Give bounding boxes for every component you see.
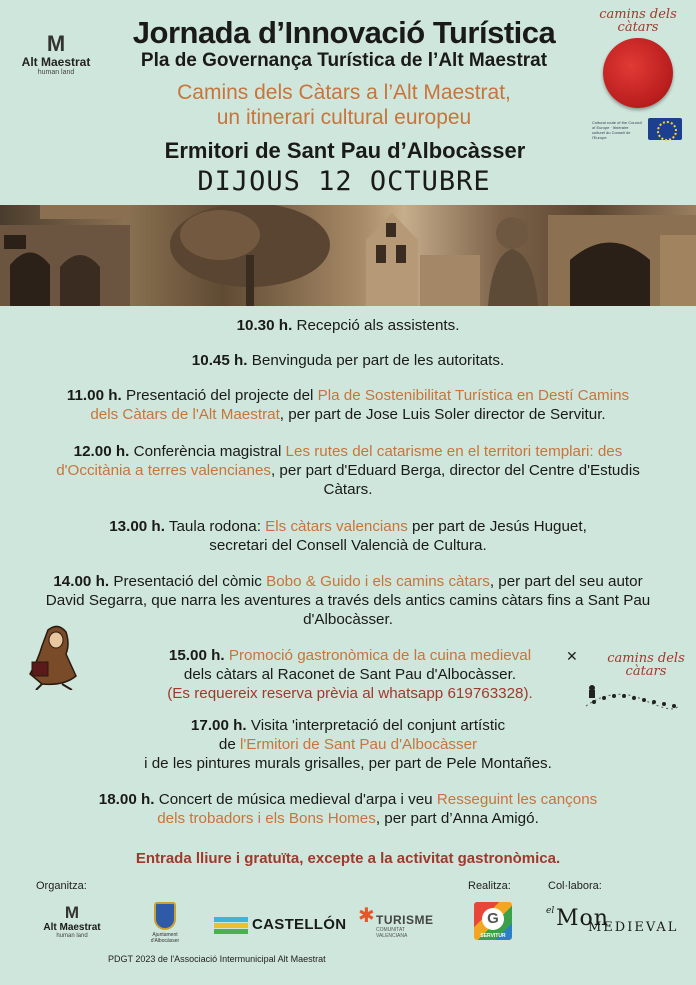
item-time: 15.00 h. — [168, 647, 225, 664]
program-item-1045 — [0, 351, 696, 370]
item-time: 12.00 h. — [73, 443, 130, 460]
free-entry-notice: Entrada lliure i gratuïta, excepte a la activitat gastronòmica. — [135, 850, 561, 867]
coat-of-arms-icon — [154, 902, 176, 930]
castellon-logo — [214, 914, 347, 938]
round-table-title: Els càtars valencians — [265, 518, 408, 535]
item-time: 17.00 h. — [190, 717, 247, 734]
plan-link-text-cont: dels Càtars de l'Alt Maestrat — [90, 406, 280, 423]
event-title: Jornada d’Innovació Turística — [132, 15, 556, 50]
event-theme — [104, 80, 584, 130]
item-text: dels càtars al Raconet de Sant Pau d'Albocàsser. — [183, 666, 517, 683]
turisme-sub-label: COMUNITAT VALENCIANA — [376, 927, 408, 939]
item-time: 13.00 h. — [109, 518, 165, 535]
alt-maestrat-mark-icon: M — [46, 31, 66, 56]
item-time: 14.00 h. — [53, 573, 110, 590]
mon-el: el — [546, 906, 555, 916]
collabora-label: Col·labora: — [548, 880, 602, 892]
medieval-label: MEDIEVAL — [588, 920, 679, 935]
reservation-note: (Es requereix reserva prèvia al whatsapp 619763328). — [167, 685, 533, 702]
turisme-cv-logo — [358, 904, 436, 938]
item-time: 10.45 h. — [191, 352, 248, 369]
alt-maestrat-logo — [10, 32, 102, 77]
alt-maestrat-mark-icon: M — [64, 903, 80, 922]
poster-header — [0, 0, 696, 205]
alt-maestrat-footer-logo — [34, 904, 110, 940]
item-text: de — [218, 736, 240, 753]
program-item-1500 — [120, 646, 580, 703]
program-item-1300 — [0, 517, 696, 555]
camins-dels-catars-seal-logo — [590, 8, 686, 113]
gastronomy-title: Promoció gastronòmica de la cuina medieval — [224, 647, 532, 664]
item-text: , per part de Jose Luis Soler director de Servitur. — [279, 406, 606, 423]
program-item-1400 — [0, 572, 696, 629]
item-time: 18.00 h. — [98, 791, 155, 808]
council-of-europe-flag-icon — [648, 118, 682, 140]
item-text: Taula rodona: — [164, 518, 266, 535]
red-wax-seal-icon — [603, 38, 673, 108]
item-text: Càtars. — [323, 481, 373, 498]
hermitage-link-text: l'Ermitori de Sant Pau d'Albocàsser — [240, 736, 478, 753]
walking-figures-sketch-icon — [584, 676, 680, 716]
item-text: per part de Jesús Huguet, — [407, 518, 587, 535]
el-mon-medieval-logo — [546, 906, 679, 938]
item-text: Conferència magistral — [129, 443, 286, 460]
seal-text-line-2: càtars — [617, 20, 659, 35]
program-item-1700 — [0, 716, 696, 773]
concert-title-cont: dels trobadors i els Bons Homes — [157, 810, 376, 827]
organitza-label: Organitza: — [36, 880, 87, 892]
item-time: 10.30 h. — [236, 317, 293, 334]
item-text: d'Albocàsser. — [303, 611, 393, 628]
item-text: Visita 'interpretació del conjunt artístic — [246, 717, 506, 734]
comic-title: Bobo & Guido i els camins càtars — [266, 573, 490, 590]
item-text: Recepció als assistents. — [292, 317, 460, 334]
hermitage-photo-banner — [0, 205, 696, 306]
program-item-1800 — [0, 790, 696, 828]
item-text: David Segarra, que narra les aventures a través dels antics camins càtars fins a Sant Pau — [45, 592, 651, 609]
pdgt-credit: PDGT 2023 de l'Associació Intermunicipal Alt Maestrat — [108, 954, 326, 964]
program-item-1030 — [0, 316, 696, 335]
castellon-label: CASTELLÓN — [252, 916, 347, 933]
item-text: Presentació del còmic — [109, 573, 267, 590]
camins-dels-catars-sketch-logo — [606, 652, 686, 678]
item-text: , per part d’Anna Amigó. — [375, 810, 539, 827]
realitza-label: Realitza: — [468, 880, 511, 892]
event-subtitle: Pla de Governança Turística de l’Alt Maestrat — [140, 50, 548, 71]
item-time: 11.00 h. — [66, 387, 122, 404]
alt-maestrat-name: Alt Maestrat — [43, 922, 101, 933]
ajuntament-albocasser-logo — [142, 902, 188, 944]
servitur-g-icon: G — [482, 908, 504, 930]
castellon-bars-icon — [214, 917, 248, 933]
item-text: i de les pintures murals grisalles, per part de Pele Montañes. — [144, 755, 552, 772]
item-text: secretari del Consell Valencià de Cultura. — [209, 537, 487, 554]
ajuntament-label: Ajuntament d'Albocàsser — [150, 932, 180, 944]
conference-title-cont: d'Occitània a terres valencianes — [56, 462, 271, 479]
camins-text-line-1: camins dels — [607, 651, 685, 666]
item-text: Presentació del projecte del — [121, 387, 318, 404]
coe-text: Cultural route of the Council of Europe · Itinéraire culturel du Conseil de l'Europe — [592, 120, 642, 140]
alt-maestrat-sub: human land — [56, 933, 88, 939]
hermitage-photo-illustration — [0, 205, 696, 306]
monk-illustration-icon — [18, 624, 90, 690]
mon-label: Mon — [556, 906, 609, 931]
council-of-europe-logo — [592, 118, 684, 144]
camins-text-line-2: càtars — [625, 664, 667, 679]
item-text: Benvinguda per part de les autoritats. — [247, 352, 505, 369]
event-date: DIJOUS 12 OCTUBRE — [197, 166, 491, 197]
servitur-logo — [474, 902, 512, 940]
cross-mark-icon: ✕ — [566, 648, 578, 664]
alt-maestrat-name: Alt Maestrat — [21, 55, 91, 69]
conference-title: Les rutes del catarisme en el territori templari: des — [285, 443, 623, 460]
item-text: , per part del seu autor — [489, 573, 643, 590]
servitur-label: SERVITUR — [480, 933, 506, 939]
turisme-star-icon: ✱ — [358, 905, 375, 927]
item-text: Concert de música medieval d'arpa i veu — [154, 791, 437, 808]
seal-text-line-1: camins dels — [599, 7, 677, 22]
turisme-label: TURISME — [376, 913, 434, 927]
item-text: , per part d'Eduard Berga, director del Centre d'Estudis — [270, 462, 640, 479]
event-venue: Ermitori de Sant Pau d’Albocàsser — [164, 138, 526, 163]
program-item-1200 — [0, 442, 696, 499]
event-theme-line-2: un itinerari cultural europeu — [216, 106, 472, 129]
program-item-1100 — [0, 386, 696, 424]
event-theme-line-1: Camins dels Càtars a l’Alt Maestrat, — [177, 81, 511, 104]
plan-link-text: Pla de Sostenibilitat Turística en Destí Camins — [317, 387, 630, 404]
alt-maestrat-sub: human land — [37, 69, 75, 76]
concert-title: Resseguint les cançons — [436, 791, 598, 808]
